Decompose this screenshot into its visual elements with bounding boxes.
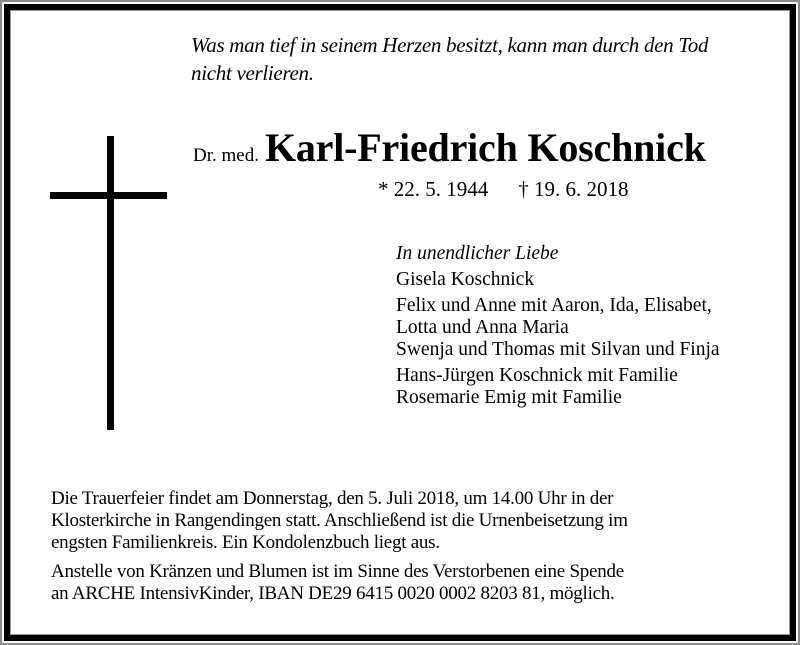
mourner-line: Felix und Anne mit Aaron, Ida, Elisabet, xyxy=(396,295,712,316)
mourners-block xyxy=(396,243,776,413)
cross-horizontal-bar xyxy=(50,192,167,199)
death-date: † 19. 6. 2018 xyxy=(518,177,629,201)
motto-line: nicht verlieren. xyxy=(191,61,314,85)
mourner-group xyxy=(396,269,776,291)
academic-title: Dr. med. xyxy=(193,145,259,166)
mourner-group xyxy=(396,295,776,361)
life-dates xyxy=(378,177,629,202)
mourner-line: Swenja und Thomas mit Silvan und Finja xyxy=(396,339,720,360)
mourner-line: Lotta und Anna Maria xyxy=(396,317,569,338)
birth-date: * 22. 5. 1944 xyxy=(378,177,489,201)
mourner-group xyxy=(396,365,776,409)
notice-line: Klosterkirche in Rangendingen statt. Anschließend ist die Urnenbeisetzung im xyxy=(51,510,628,531)
mourners-intro: In unendlicher Liebe xyxy=(396,243,559,264)
notice-line: an ARCHE IntensivKinder, IBAN DE29 6415 0020 0002 8203 81, möglich. xyxy=(51,583,615,604)
deceased-name: Karl-Friedrich Koschnick xyxy=(264,125,706,170)
motto-quote xyxy=(191,31,751,87)
donation-paragraph xyxy=(51,561,751,605)
funeral-paragraph xyxy=(51,488,751,554)
funeral-notice xyxy=(51,488,751,612)
motto-line: Was man tief in seinem Herzen besitzt, kann man durch den Tod xyxy=(191,33,709,57)
mourner-line: Rosemarie Emig mit Familie xyxy=(396,387,622,408)
mourner-line: Hans-Jürgen Koschnick mit Familie xyxy=(396,365,678,386)
cross-vertical-bar xyxy=(107,136,114,430)
mourner-line: Gisela Koschnick xyxy=(396,269,535,290)
notice-line: engsten Familienkreis. Ein Kondolenzbuch liegt aus. xyxy=(51,532,440,553)
notice-line: Die Trauerfeier findet am Donnerstag, den 5. Juli 2018, um 14.00 Uhr in der xyxy=(51,488,614,509)
notice-line: Anstelle von Kränzen und Blumen ist im Sinne des Verstorbenen eine Spende xyxy=(51,561,624,582)
deceased-name-line xyxy=(193,124,706,171)
